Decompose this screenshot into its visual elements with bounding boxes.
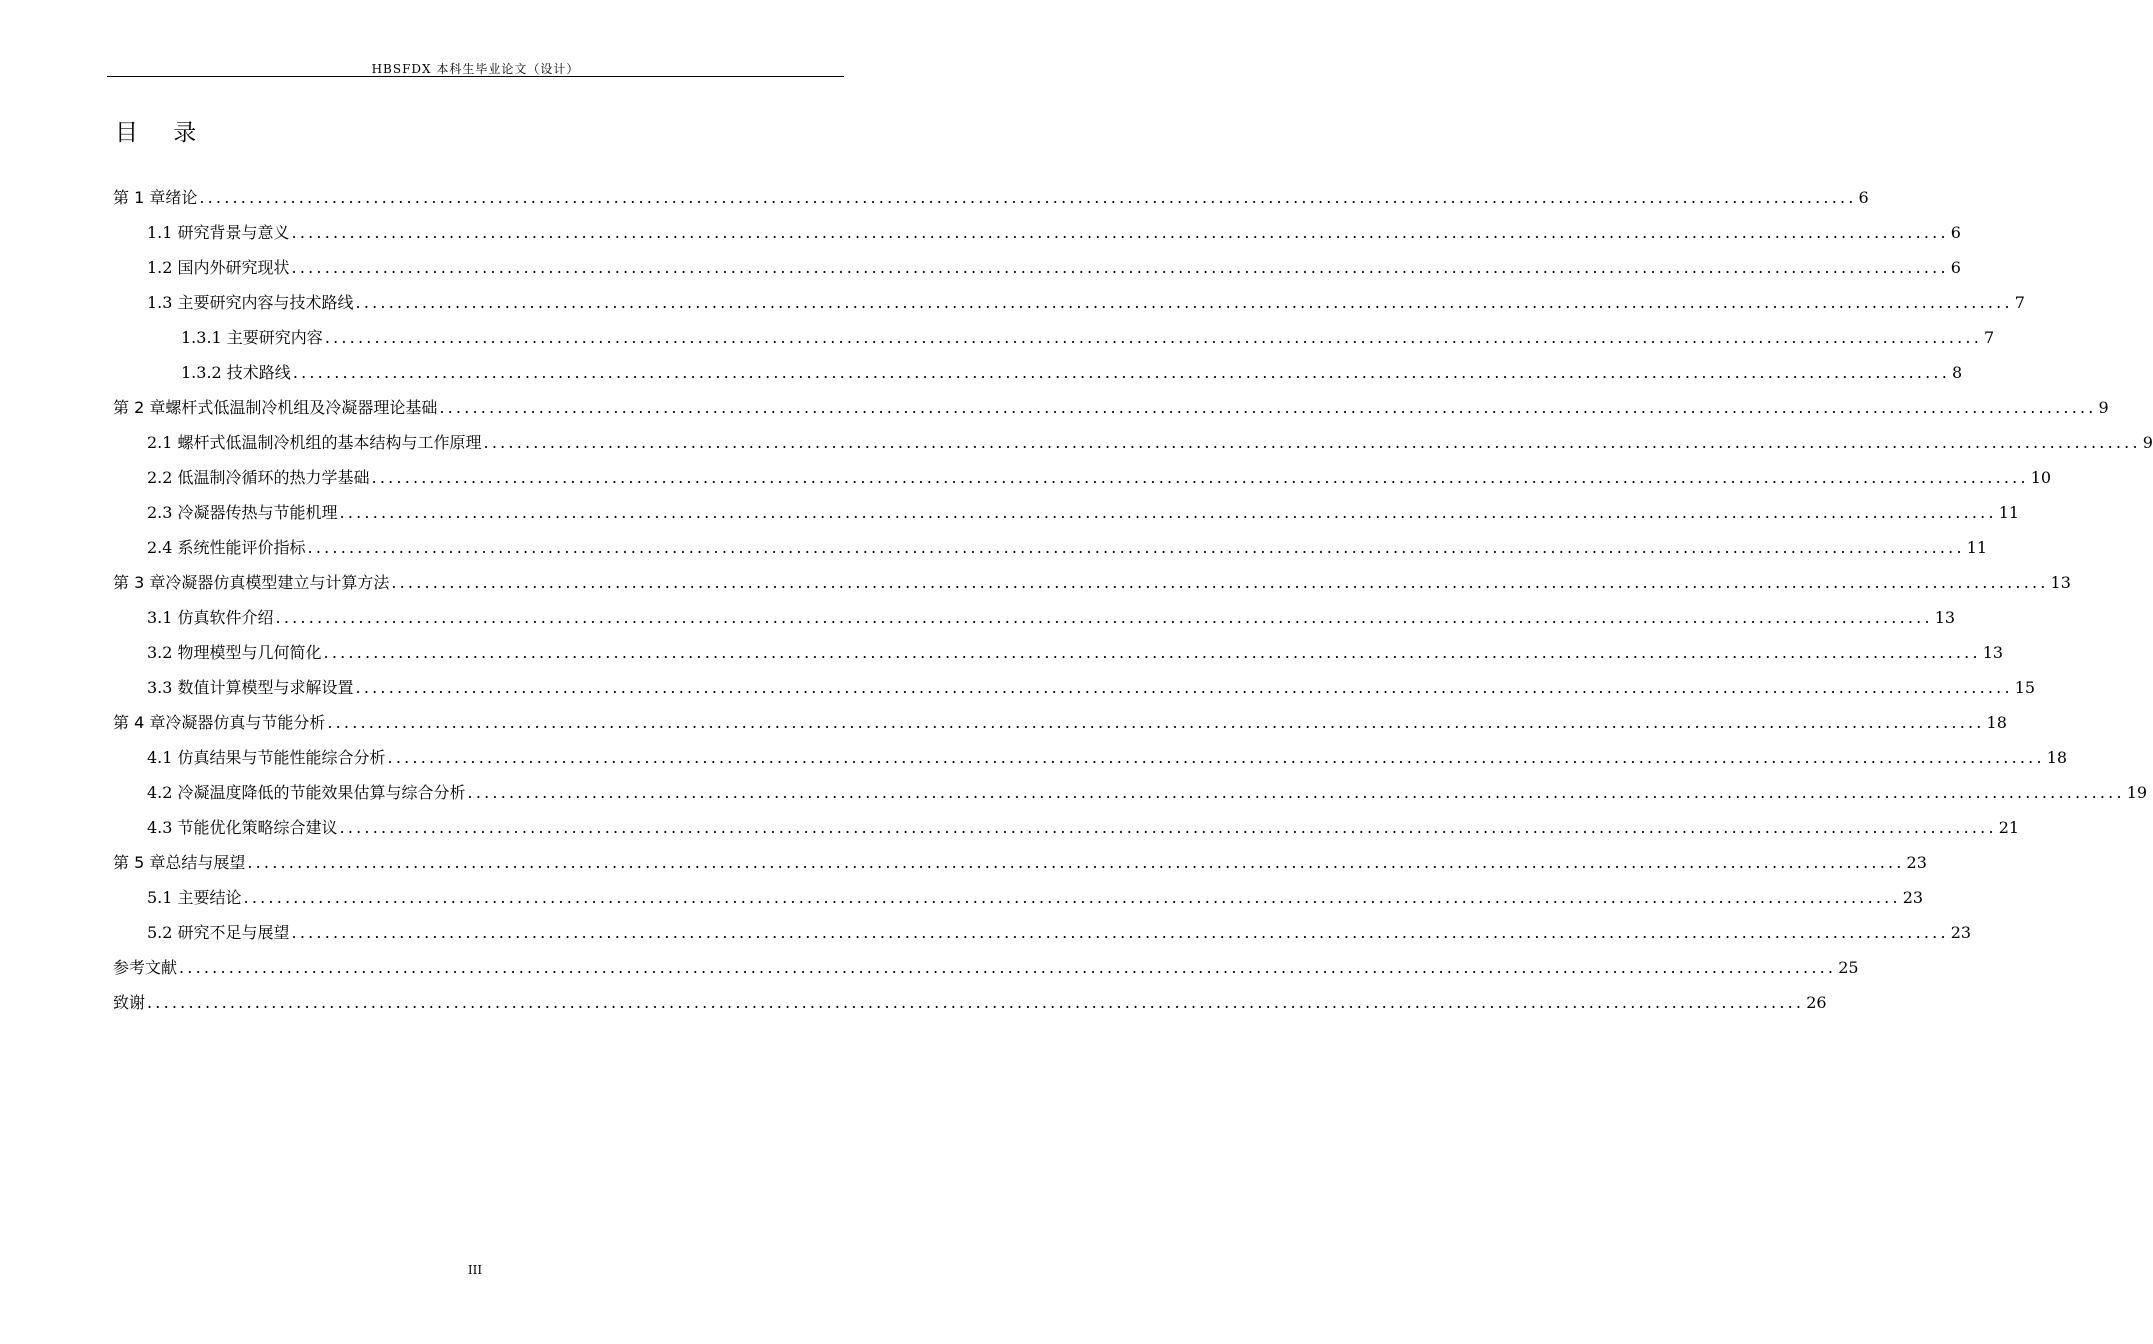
- toc-leader-dots: ........................................................................................................................................................................................................: [371, 468, 2029, 487]
- toc-entry-page: 6: [1950, 223, 1961, 242]
- page-header: HBSFDX 本科生毕业论文（设计）: [371, 62, 580, 76]
- toc-leader-dots: ........................................................................................................................................................................................................: [179, 958, 1837, 977]
- toc-entry-title: 5.2 研究不足与展望: [147, 923, 290, 942]
- header-rule: [107, 76, 844, 77]
- toc-entry-page: 21: [1998, 818, 2020, 837]
- toc-entry[interactable]: [147, 465, 2052, 495]
- toc-entry[interactable]: [113, 850, 1927, 880]
- toc-entry-page: 6: [1858, 188, 1869, 207]
- toc-entry[interactable]: [181, 360, 1963, 390]
- toc-leader-dots: ........................................................................................................................................................................................................: [247, 853, 1905, 872]
- toc-entry[interactable]: [181, 325, 1995, 355]
- toc-entry[interactable]: [113, 185, 1869, 215]
- toc-leader-dots: ........................................................................................................................................................................................................: [387, 748, 2045, 767]
- toc-entry-page: 13: [2050, 573, 2071, 592]
- toc-entry-title: 致谢: [113, 993, 146, 1012]
- toc-entry-title: 2.2 低温制冷循环的热力学基础: [147, 468, 370, 487]
- toc-leader-dots: ........................................................................................................................................................................................................: [291, 258, 1949, 277]
- toc-leader-dots: ........................................................................................................................................................................................................: [292, 363, 1950, 382]
- toc-entry-title: 3.3 数值计算模型与求解设置: [147, 678, 354, 697]
- toc-entry-page: 19: [2126, 783, 2148, 802]
- toc-entry[interactable]: [113, 710, 2007, 740]
- toc-leader-dots: ........................................................................................................................................................................................................: [339, 818, 1997, 837]
- toc-entry-page: 13: [1934, 608, 1956, 627]
- toc-leader-dots: ........................................................................................................................................................................................................: [439, 398, 2097, 417]
- toc-leader-dots: ........................................................................................................................................................................................................: [307, 538, 1965, 557]
- toc-entry-page: 11: [1966, 538, 1988, 557]
- toc-entry-title: 1.2 国内外研究现状: [147, 258, 290, 277]
- toc-entry[interactable]: [113, 570, 2071, 600]
- toc-entry-title: 4.3 节能优化策略综合建议: [147, 818, 338, 837]
- toc-entry[interactable]: [147, 255, 1961, 285]
- toc-entry-page: 8: [1952, 363, 1963, 382]
- toc-entry[interactable]: [113, 990, 1827, 1020]
- toc-leader-dots: ........................................................................................................................................................................................................: [291, 923, 1949, 942]
- toc-entry-title: 第 2 章螺杆式低温制冷机组及冷凝器理论基础: [113, 398, 438, 417]
- toc-entry[interactable]: [147, 290, 2025, 320]
- toc-entry-title: 2.3 冷凝器传热与节能机理: [147, 503, 338, 522]
- toc-entry[interactable]: [147, 780, 2148, 810]
- toc-entry-page: 7: [1984, 328, 1995, 347]
- toc-leader-dots: ........................................................................................................................................................................................................: [199, 188, 1857, 207]
- toc-entry[interactable]: [113, 395, 2109, 425]
- toc-leader-dots: ........................................................................................................................................................................................................: [355, 293, 2013, 312]
- toc-entry-page: 25: [1838, 958, 1859, 977]
- toc-entry-title: 2.4 系统性能评价指标: [147, 538, 306, 557]
- toc-leader-dots: ........................................................................................................................................................................................................: [355, 678, 2013, 697]
- toc-entry-title: 1.3.2 技术路线: [181, 363, 291, 382]
- toc-entry-title: 3.2 物理模型与几何简化: [147, 643, 322, 662]
- toc-leader-dots: ........................................................................................................................................................................................................: [291, 223, 1949, 242]
- toc-leader-dots: ........................................................................................................................................................................................................: [147, 993, 1805, 1012]
- toc-entry-page: 7: [2014, 293, 2025, 312]
- toc-entry-title: 1.3.1 主要研究内容: [181, 328, 323, 347]
- toc-entry[interactable]: [147, 535, 1988, 565]
- toc-entry[interactable]: [147, 675, 2036, 705]
- toc-entry-title: 第 3 章冷凝器仿真模型建立与计算方法: [113, 573, 390, 592]
- toc-leader-dots: ........................................................................................................................................................................................................: [275, 608, 1933, 627]
- toc-entry-title: 4.2 冷凝温度降低的节能效果估算与综合分析: [147, 783, 466, 802]
- toc-entry[interactable]: [147, 500, 2020, 530]
- toc-entry-title: 1.1 研究背景与意义: [147, 223, 290, 242]
- toc-entry[interactable]: [147, 430, 2153, 460]
- toc-entry-page: 18: [1986, 713, 2007, 732]
- toc-entry-page: 11: [1998, 503, 2020, 522]
- toc-entry-title: 2.1 螺杆式低温制冷机组的基本结构与工作原理: [147, 433, 482, 452]
- toc-entry[interactable]: [147, 885, 1924, 915]
- toc-entry-title: 4.1 仿真结果与节能性能综合分析: [147, 748, 386, 767]
- toc-entry-page: 9: [2142, 433, 2153, 452]
- toc-entry[interactable]: [147, 220, 1961, 250]
- toc-entry[interactable]: [147, 815, 2020, 845]
- toc-leader-dots: ........................................................................................................................................................................................................: [323, 643, 1981, 662]
- toc-entry-title: 第 4 章冷凝器仿真与节能分析: [113, 713, 326, 732]
- toc-leader-dots: ........................................................................................................................................................................................................: [483, 433, 2141, 452]
- toc-leader-dots: ........................................................................................................................................................................................................: [327, 713, 1985, 732]
- toc-entry[interactable]: [147, 745, 2068, 775]
- toc-entry-page: 9: [2098, 398, 2109, 417]
- page-number: III: [467, 1263, 483, 1277]
- toc-entry-page: 23: [1950, 923, 1972, 942]
- toc-entry-page: 15: [2014, 678, 2036, 697]
- toc-entry-title: 1.3 主要研究内容与技术路线: [147, 293, 354, 312]
- toc-leader-dots: ........................................................................................................................................................................................................: [339, 503, 1997, 522]
- toc-entry-page: 26: [1806, 993, 1827, 1012]
- toc-entry-title: 参考文献: [113, 958, 178, 977]
- toc-entry-title: 第 1 章绪论: [113, 188, 198, 207]
- toc-entry-title: 5.1 主要结论: [147, 888, 242, 907]
- toc-entry[interactable]: [147, 920, 1972, 950]
- toc-leader-dots: ........................................................................................................................................................................................................: [243, 888, 1901, 907]
- toc-entry[interactable]: [147, 640, 2004, 670]
- toc-entry[interactable]: [147, 605, 1956, 635]
- toc-entry-page: 6: [1950, 258, 1961, 277]
- toc-leader-dots: ........................................................................................................................................................................................................: [324, 328, 1982, 347]
- toc-entry-page: 10: [2030, 468, 2052, 487]
- toc-entry-title: 3.1 仿真软件介绍: [147, 608, 274, 627]
- toc-leader-dots: ........................................................................................................................................................................................................: [467, 783, 2125, 802]
- toc-leader-dots: ........................................................................................................................................................................................................: [391, 573, 2049, 592]
- toc-entry-page: 23: [1906, 853, 1927, 872]
- toc-entry-title: 第 5 章总结与展望: [113, 853, 246, 872]
- toc-entry-page: 23: [1902, 888, 1924, 907]
- toc-entry[interactable]: [113, 955, 1859, 985]
- toc-entry-page: 13: [1982, 643, 2004, 662]
- toc-title: 目 录: [115, 120, 211, 146]
- toc-entry-page: 18: [2046, 748, 2068, 767]
